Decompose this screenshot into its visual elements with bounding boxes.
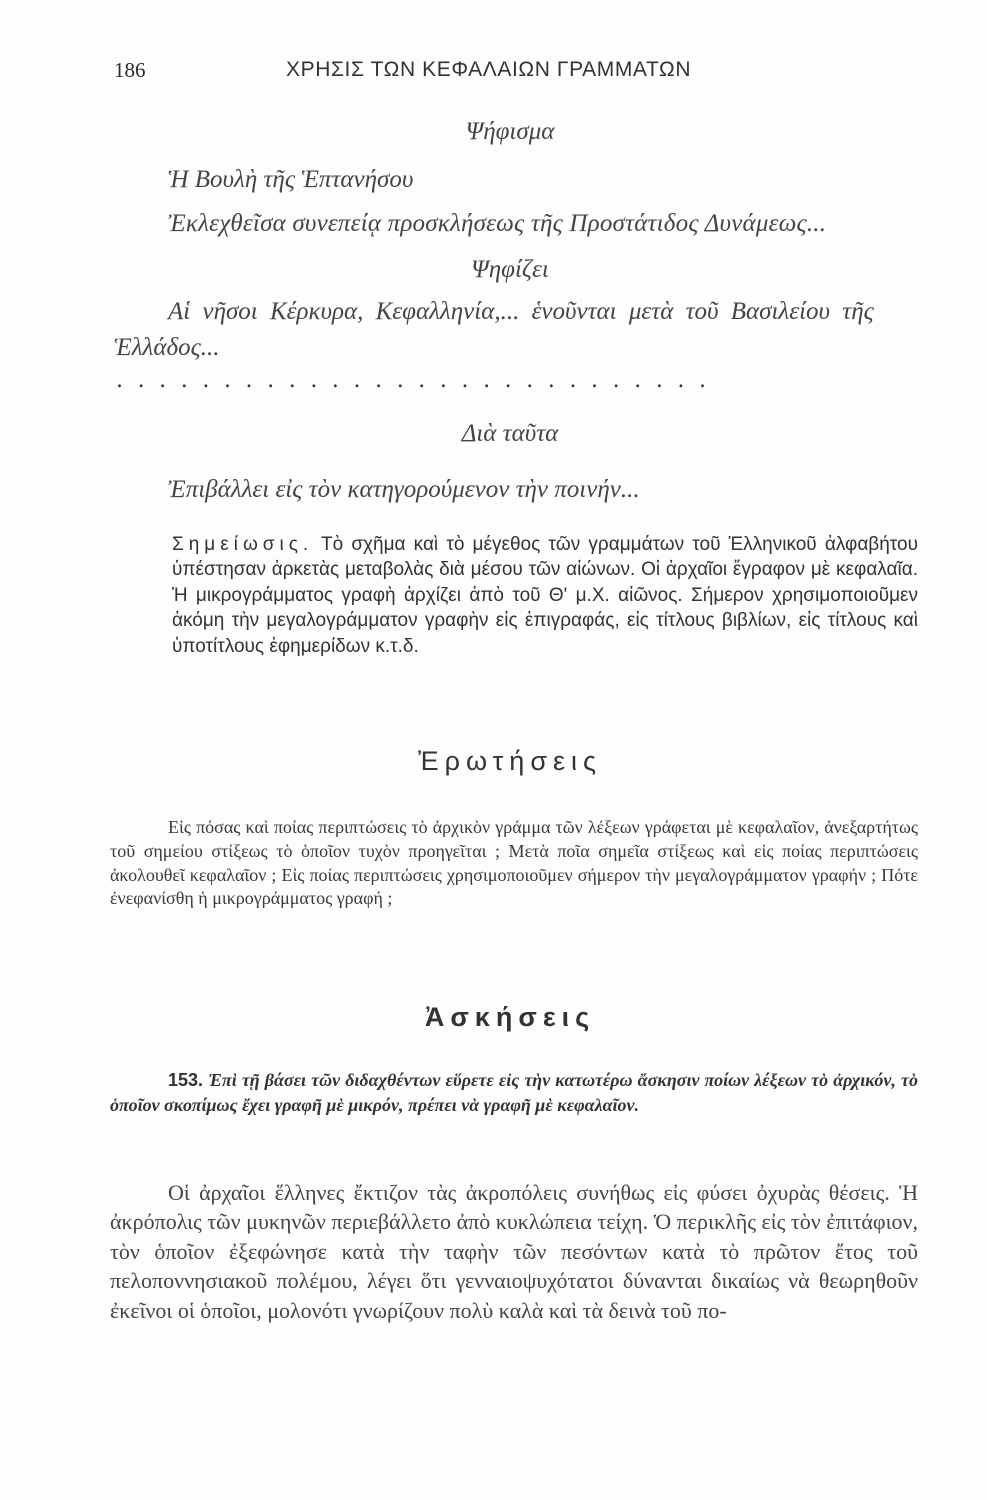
decree-line-2: Ἐκλεχθεῖσα συνεπείᾳ προσκλήσεως τῆς Προστάτιδος Δυνάμεως... [168, 210, 827, 237]
decree-line-4: Ἑλλάδος... [114, 334, 220, 361]
exercise-number: 153. [168, 1070, 204, 1090]
exercise-instruction [110, 1068, 918, 1118]
ellipsis-dots: ............................ [116, 368, 721, 393]
decree-line-3: Αἱ νῆσοι Κέρκυρα, Κεφαλληνία,... ἑνοῦνται μετὰ τοῦ Βασιλείου τῆς [168, 298, 874, 325]
questions-paragraph: Εἰς πόσας καὶ ποίας περιπτώσεις τὸ ἀρχικὸν γράμμα τῶν λέξεων γράφεται μὲ κεφαλαῖον, ἀνεξαρτήτως τοῦ σημείου στίξεως τὸ ὁποῖον τυχὸν προηγεῖται ; Μετὰ ποῖα σημεῖα στίξεως καὶ εἰς ποίας περιπτώσεις ἀκολουθεῖ κεφαλαῖον ; Εἰς ποίας περιπτώσεις χρησιμοποιοῦμεν σήμερον τὴν μεγαλογράμματον γραφήν ; Πότε ἐνεφανίσθη ἡ μικρογράμματος γραφή ; [110, 817, 918, 909]
exercises-heading: Ἀσκήσεις [424, 1002, 596, 1032]
decree-subtitle-1: Ψηφίζει [471, 256, 549, 283]
decree-title: Ψήφισμα [465, 118, 555, 145]
decree-subtitle-2: Διὰ ταῦτα [461, 420, 559, 447]
note-paragraph [172, 532, 918, 659]
page-number: 186 [114, 58, 146, 82]
decree-line-1: Ἡ Βουλὴ τῆς Ἑπτανήσου [168, 166, 414, 193]
running-title: ΧΡΗΣΙΣ ΤΩΝ ΚΕΦΑΛΑΙΩΝ ΓΡΑΜΜΑΤΩΝ [286, 58, 692, 81]
questions-heading: Ἐρωτήσεις [417, 746, 603, 776]
exercise-instruction-text: Ἐπὶ τῇ βάσει τῶν διδαχθέντων εὕρετε εἰς τὴν κατωτέρω ἄσκησιν ποίων λέξεων τὸ ἀρχικόν, τὸ ὁποῖον σκοπίμως ἔχει γραφῆ μὲ μικρόν, πρέπει νὰ γραφῆ μὲ κεφαλαῖον. [110, 1070, 918, 1115]
decree-line-5: Ἐπιβάλλει εἰς τὸν κατηγορούμενον τὴν ποινήν... [168, 476, 640, 503]
note-text: Τὸ σχῆμα καὶ τὸ μέγεθος τῶν γραμμάτων τοῦ Ἑλληνικοῦ ἀλφαβήτου ὑπέστησαν ἀρκετὰς μεταβολὰς διὰ μέσου τῶν αἰώνων. Οἱ ἀρχαῖοι ἔγραφον μὲ κεφαλαῖα. Ἡ μικρογράμματος γραφὴ ἀρχίζει ἀπὸ τοῦ Θ' μ.Χ. αἰῶνος. Σήμερον χρησιμοποιοῦμεν ἀκόμη τὴν μεγαλογράμματον γραφὴν εἰς ἐπιγραφάς, εἰς τίτλους βιβλίων, εἰς τίτλους καὶ ὑποτίτλους ἐφημερίδων κ.τ.δ. [172, 534, 918, 657]
exercise-passage: Οἱ ἀρχαῖοι ἕλληνες ἔκτιζον τὰς ἀκροπόλεις συνήθως εἰς φύσει ὀχυρὰς θέσεις. Ἡ ἀκρόπολις τῶν μυκηνῶν περιεβάλλετο ἀπὸ κυκλώπεια τείχη. Ὁ περικλῆς εἰς τὸν ἐπιτάφιον, τὸν ὁποῖον ἐξεφώνησε κατὰ τὴν ταφὴν τῶν πεσόντων κατὰ τὸ πρῶτον ἔτος τοῦ πελοποννησιακοῦ πολέμου, λέγει ὅτι γενναιοψυχότατοι δύνανται δικαίως νὰ θεωρηθοῦν ἐκεῖνοι οἱ ὁποῖοι, μολονότι γνωρίζουν πολὺ καλὰ καὶ τὰ δεινὰ τοῦ πο- [110, 1180, 918, 1323]
note-lead: Σημείωσις. [172, 534, 314, 555]
